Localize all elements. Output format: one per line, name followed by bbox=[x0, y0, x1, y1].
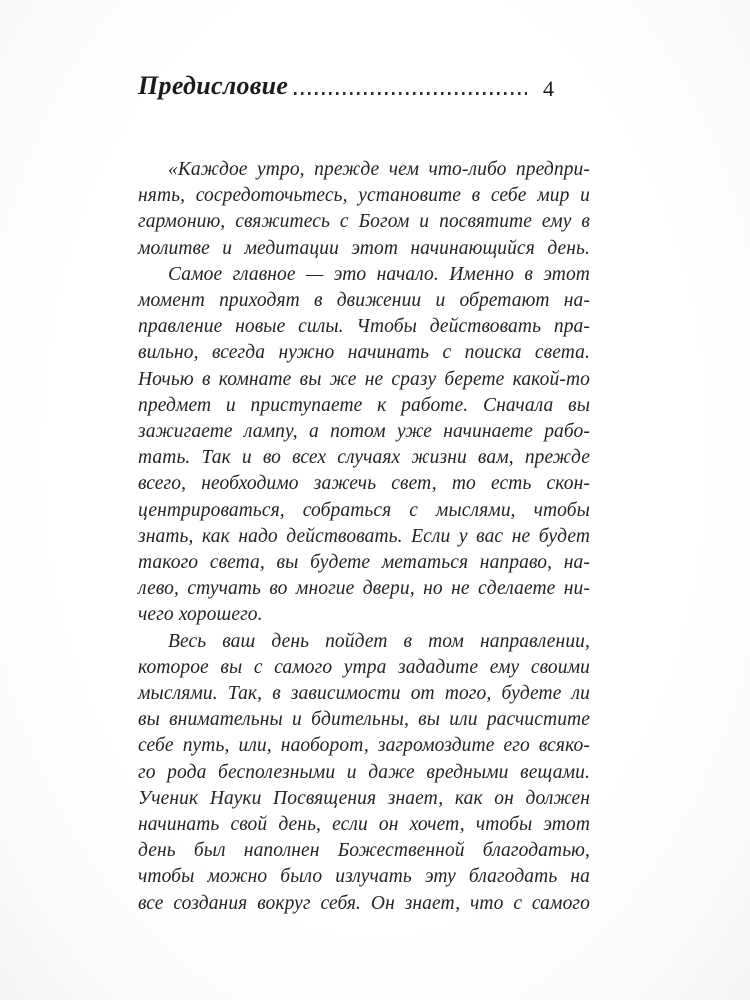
page-number: 4 bbox=[543, 75, 554, 101]
text-line: го рода бесполезными и даже вредными вещами. bbox=[138, 761, 590, 783]
text-line: всего, необходимо зажечь свет, то есть скон- bbox=[138, 473, 590, 495]
text-line: чтобы можно было излучать эту благодать на bbox=[138, 866, 590, 888]
text-line: день был наполнен Божественной благодатью, bbox=[138, 840, 590, 862]
text-line: центрироваться, собраться с мыслями, чтобы bbox=[138, 499, 590, 521]
text-line: такого света, вы будете метаться направо, на- bbox=[138, 552, 590, 574]
chapter-header-row bbox=[138, 72, 554, 101]
text-line: нять, сосредоточьтесь, установите в себе мир и bbox=[138, 185, 590, 207]
text-line: лево, стучать во многие двери, но не сделаете ни- bbox=[138, 578, 590, 600]
dotted-leader bbox=[294, 92, 527, 95]
text-line: начинать свой день, если он хочет, чтобы этот bbox=[138, 814, 590, 836]
text-line: мыслями. Так, в зависимости от того, будете ли bbox=[138, 683, 590, 705]
text-line: все создания вокруг себя. Он знает, что с самого bbox=[138, 892, 590, 914]
text-line: чего хорошего. bbox=[138, 604, 263, 626]
text-line: «Каждое утро, прежде чем что-либо предпри- bbox=[168, 159, 590, 180]
text-line: Самое главное — это начало. Именно в этот bbox=[168, 263, 590, 285]
chapter-title: Предисловие bbox=[138, 71, 289, 100]
text-line: которое вы с самого утра зададите ему своими bbox=[138, 656, 590, 678]
text-line: вы внимательны и бдительны, вы или расчистите bbox=[138, 709, 590, 731]
body-text-block bbox=[138, 157, 590, 917]
text-line: предмет и приступаете к работе. Сначала вы bbox=[138, 394, 590, 416]
text-line: вильно, всегда нужно начинать с поиска света. bbox=[138, 342, 590, 364]
text-line: зажигаете лампу, а потом уже начинаете рабо- bbox=[138, 421, 590, 443]
text-line: знать, как надо действовать. Если у вас не будет bbox=[138, 525, 590, 547]
text-line: Весь ваш день пойдет в том направлении, bbox=[168, 630, 590, 652]
text-line: себе путь, или, наоборот, загромоздите его всяко- bbox=[138, 735, 590, 757]
text-line: Ученик Науки Посвящения знает, как он должен bbox=[138, 787, 590, 809]
text-line: молитве и медитации этот начинающийся день. bbox=[138, 237, 590, 259]
text-line: Ночью в комнате вы же не сразу берете какой-то bbox=[138, 368, 590, 390]
text-line: гармонию, свяжитесь с Богом и посвятите ему в bbox=[138, 211, 590, 233]
text-line: правление новые силы. Чтобы действовать пра- bbox=[138, 316, 590, 338]
text-line: момент приходят в движении и обретают на- bbox=[138, 290, 590, 312]
text-line: тать. Так и во всех случаях жизни вам, прежде bbox=[138, 447, 590, 469]
